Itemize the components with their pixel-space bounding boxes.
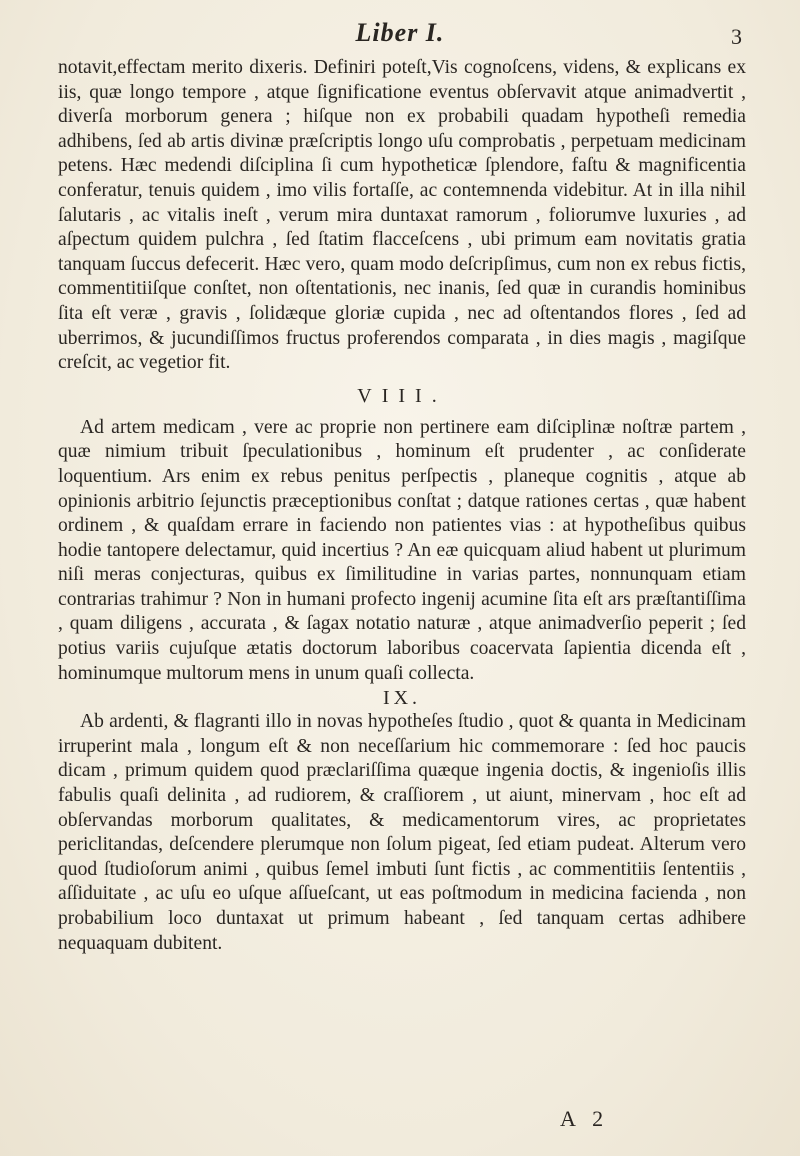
page-number: 3	[731, 24, 742, 49]
running-head: Liber I.	[355, 18, 445, 47]
page-body	[58, 56, 746, 956]
paragraph-section-viii: Ad artem medicam , vere ac proprie non pertinere eam diſciplinæ noſtræ partem , quæ nimium tribuit ſpeculationibus , hominum eſt prudenter , ac conſiderate loquentium. Ars enim ex rebus penitus perſpectis , planeque cognitis , atque ab opinionis arbitrio ſejunctis præceptionibus conſtat ; datque rationes certas , quæ habent ordinem , & quaſdam errare in faciendo non patientes vias : at hypotheſibus quibus hodie tantopere delectamur, quid incertius ? An eæ quicquam aliud habent ut plurimum niſi meras conjecturas, quibus ex ſimilitudine in varias partes, nonnunquam etiam contrarias trahimur ? Non in humani profecto ingenij acumine ſita eſt ars præſtantiſſima , quam diligens , accurata , & ſagax notatio naturæ , atque animadverſio peperit ; ſed potius variis cujuſque ætatis doctorum laboribus coacervata ſapientia dicenda eſt , hominumque multorum mens in unum quaſi collecta.	[58, 416, 746, 684]
signature-mark: A 2	[560, 1106, 610, 1131]
section-heading-ix: IX.	[382, 687, 422, 710]
paragraph-section-ix: Ab ardenti, & flagranti illo in novas hypotheſes ſtudio , quot & quanta in Medicinam irruperint mala , longum eſt & non neceſſarium hic commemorare : ſed hoc paucis dicam , primum quidem quod præclariſſima quæque ingenia doctis, & ingenioſis illis fabulis quaſi delinita , ad rudiorem, & craſſiorem , ut aiunt, minervam , hoc eſt ad obſervandas morborum qualitates, & medicamentorum vires, ac proprietates periclitandas, deſcendere plerumque non ſolum pigeat, ſed etiam pudeat. Alterum vero quod ſtudioſorum animi , quibus ſemel imbuti ſunt fictis , ac commentitiis ſententiis , aſſiduitate , ac uſu eo uſque aſſueſcant, ut eas poſtmodum in medicina facienda , non probabilium loco duntaxat ut primum habeant , ſed tanquam certas adhibere nequaquam dubitent.	[58, 711, 746, 954]
paragraph-continuation: notavit,effectam merito dixeris. Definiri poteſt,Vis cognoſcens, videns, & explicans ex iis, quæ longo tempore , atque ſignificatione eventus obſervavit atque animadvertit , diverſa morborum genera ; hiſque non ex probabili quadam hypotheſi remedia adhibens, ſed ab artis divinæ præſcriptis longo uſu comprobatis , perpetuam medicinam petens. Hæc medendi diſciplina ſi cum hypotheticæ ſplendore, faſtu & magnificentia conferatur, tenuis quidem , imo vilis fortaſſe, ac contemnenda videbitur. At in illa nihil ſalutaris , ac vitalis ineſt , verum mira duntaxat ramorum , foliorumve luxuries , ad aſpectum quidem pulchra , ſed ſtatim flacceſcens , ubi primum eam novitatis gratia tanquam ſuccus defecerit. Hæc vero, quam modo deſcripſimus, cum non ex rebus fictis, commentitiiſque conſtet, non oſtentationis, nec inanis, ſed quæ in curandis hominibus ſita eſt veræ , gravis , ſolidæque gloriæ cupida , nec ad oſtentandos flores , ſed ad uberrimos, & jucundiſſimos fructus proferendos comparata , in dies magis , magiſque creſcit, ac vegetior fit.	[58, 57, 746, 374]
section-heading-viii: VIII.	[357, 384, 447, 407]
page-header	[0, 18, 800, 54]
